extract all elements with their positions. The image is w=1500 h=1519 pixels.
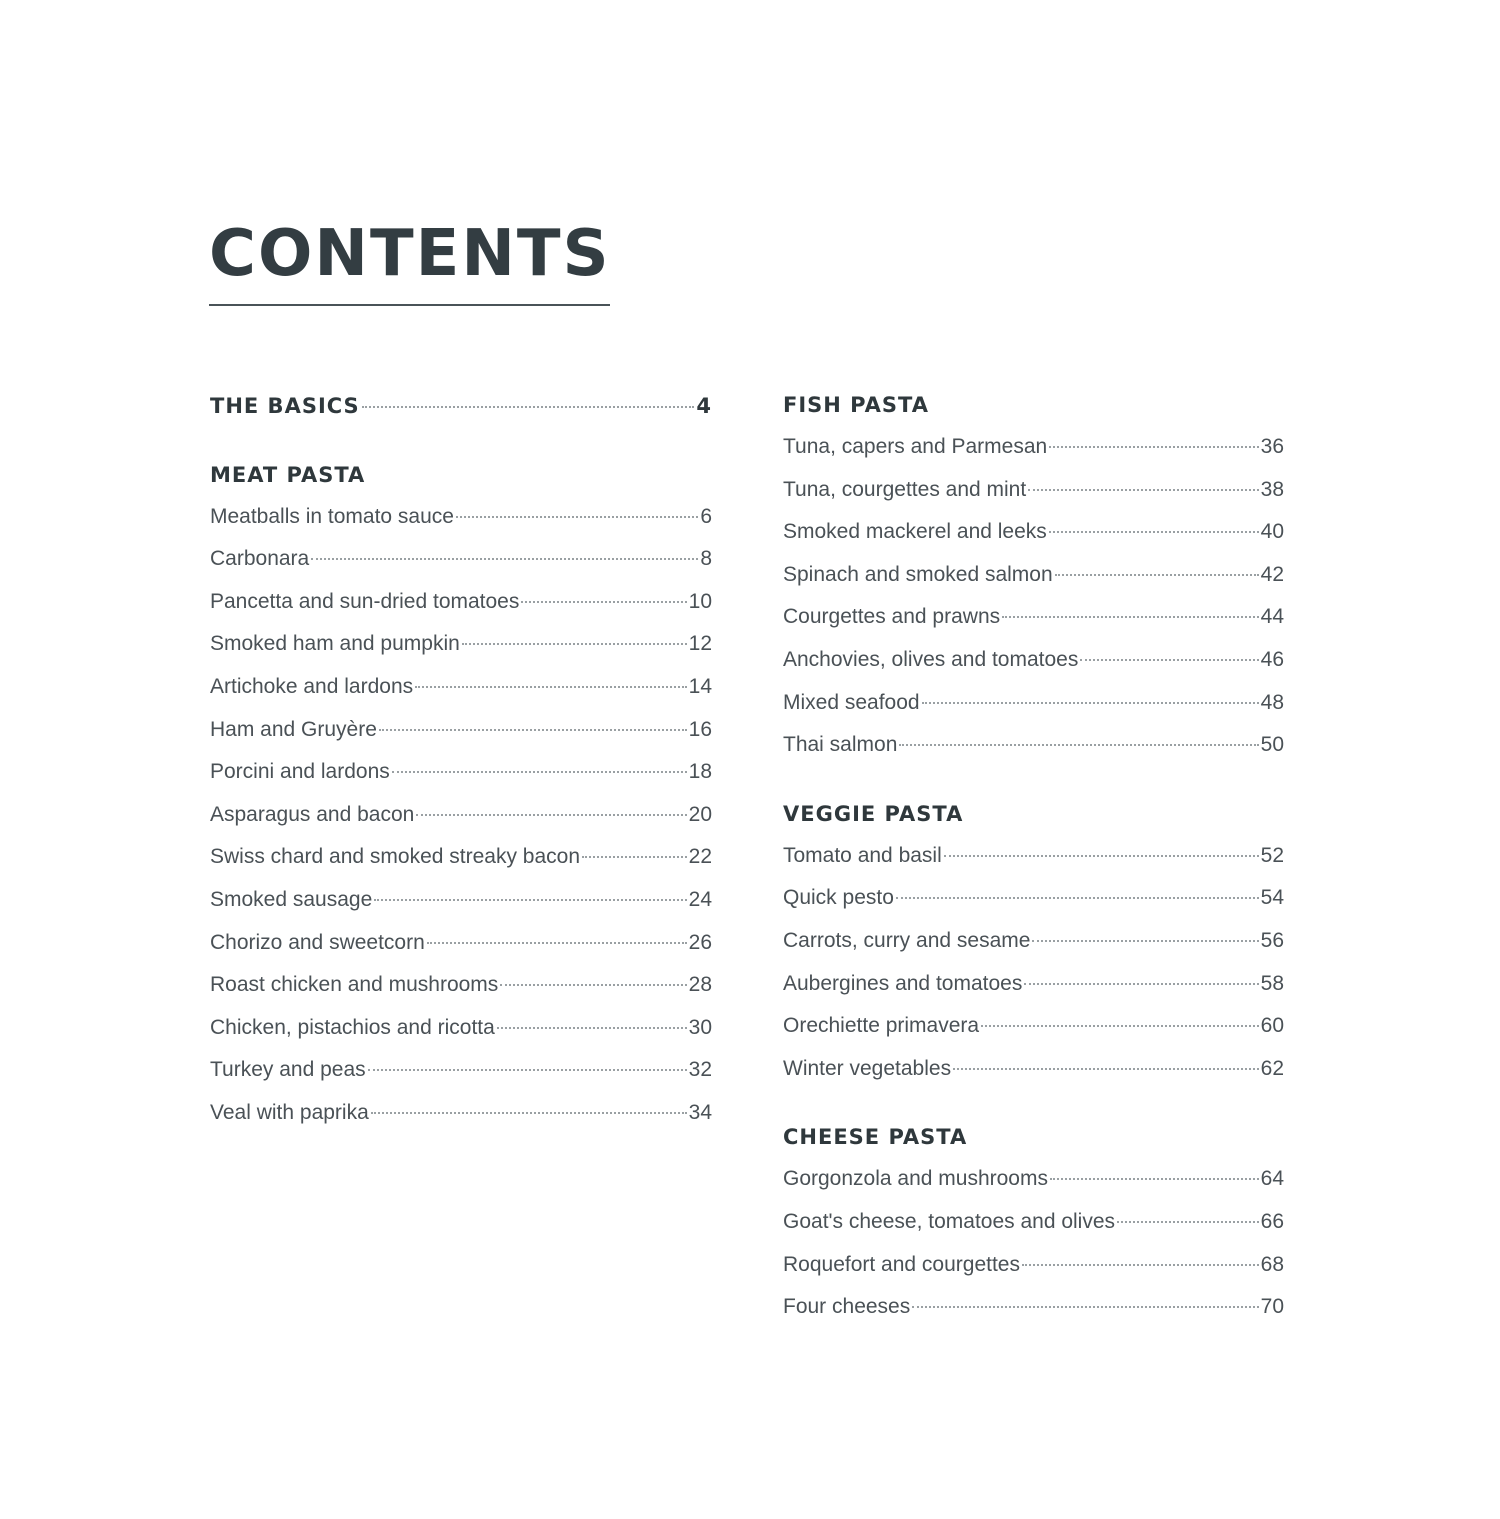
dot-leader [1022,1263,1259,1266]
dot-leader [1050,1177,1259,1180]
dot-leader [427,941,687,944]
toc-entry[interactable] [210,538,712,581]
toc-entry[interactable] [210,879,712,922]
toc-entry-label: Tomato and basil [783,843,942,867]
toc-entry[interactable] [210,709,712,752]
dot-leader [1002,615,1259,618]
toc-entry-label: Carbonara [210,547,310,571]
dot-leader [456,515,698,518]
right-column [783,384,1284,1329]
toc-entry-page: 4 [696,394,712,418]
toc-entry-page: 62 [1260,1056,1284,1080]
toc-entry[interactable] [783,511,1284,554]
toc-entry[interactable] [783,1005,1284,1048]
dot-leader [374,898,686,901]
toc-entry-label: Goat's cheese, tomatoes and olives [783,1209,1116,1233]
toc-entry[interactable] [783,1048,1284,1091]
toc-entry[interactable] [783,1244,1284,1287]
toc-entry-page: 30 [688,1015,712,1039]
toc-entry-page: 64 [1260,1167,1284,1191]
dot-leader [521,600,686,603]
toc-entry[interactable] [210,666,712,709]
toc-entry-label: Tuna, courgettes and mint [783,477,1027,501]
toc-entry[interactable] [210,496,712,539]
toc-entry[interactable] [783,1286,1284,1329]
dot-leader [371,1111,687,1114]
toc-entry-page: 8 [700,547,712,571]
dot-leader [392,770,687,773]
dot-leader [368,1068,687,1071]
toc-entry[interactable] [210,922,712,965]
toc-entry-label: Ham and Gruyère [210,717,377,741]
left-column [210,385,712,1135]
dot-leader [379,728,687,731]
toc-entry-page: 32 [688,1058,712,1082]
toc-entry-label: Veal with paprika [210,1100,369,1124]
toc-entry-page: 50 [1260,733,1284,757]
toc-entry-page: 70 [1260,1295,1284,1319]
toc-entry-label: Smoked mackerel and leeks [783,520,1047,544]
toc-entry-page: 20 [688,802,712,826]
toc-entry[interactable] [210,1049,712,1092]
toc-entry-label: Pancetta and sun-dried tomatoes [210,589,520,613]
section-heading-cheese-pasta: CHEESE PASTA [783,1125,968,1150]
toc-entry-label: Chorizo and sweetcorn [210,930,425,954]
dot-leader [582,855,687,858]
toc-entry-page: 14 [688,674,712,698]
dot-leader [944,854,1259,857]
toc-entry[interactable] [210,964,712,1007]
toc-entry[interactable] [210,751,712,794]
toc-entry-label: Aubergines and tomatoes [783,971,1023,995]
dot-leader [497,1026,687,1029]
page-title: CONTENTS [209,217,611,291]
toc-entry-page: 34 [688,1100,712,1124]
toc-entry[interactable] [783,639,1284,682]
dot-leader [1024,982,1258,985]
toc-entry[interactable] [783,554,1284,597]
toc-entry[interactable] [783,682,1284,725]
toc-entry[interactable] [783,877,1284,920]
dot-leader [415,685,687,688]
toc-entry-page: 24 [688,887,712,911]
toc-entry-page: 52 [1260,843,1284,867]
toc-entry-page: 16 [688,717,712,741]
section-heading-veggie-pasta: VEGGIE PASTA [783,801,964,826]
toc-entry-label: Porcini and lardons [210,760,390,784]
dot-leader [462,642,687,645]
toc-entry-label: Four cheeses [783,1295,911,1319]
toc-entry-page: 18 [688,760,712,784]
toc-entry-label: Carrots, curry and sesame [783,928,1031,952]
dot-leader [416,813,686,816]
dot-leader [912,1305,1258,1308]
toc-entry[interactable] [210,794,712,837]
toc-entry-label: Turkey and peas [210,1058,366,1082]
toc-entry[interactable] [783,1158,1284,1201]
fish-pasta-list [783,426,1284,767]
toc-entry-page: 22 [688,845,712,869]
toc-entry-label: Quick pesto [783,886,894,910]
toc-entry[interactable] [783,835,1284,878]
toc-entry-label: Meatballs in tomato sauce [210,504,454,528]
toc-entry-page: 56 [1260,928,1284,952]
toc-entry-label: Roquefort and courgettes [783,1252,1020,1276]
dot-leader [896,896,1259,899]
toc-entry-page: 60 [1260,1014,1284,1038]
toc-entry[interactable] [783,426,1284,469]
toc-entry[interactable] [783,1201,1284,1244]
title-underline [209,304,610,306]
toc-entry[interactable] [783,724,1284,767]
toc-entry-page: 40 [1260,520,1284,544]
dot-leader [1055,573,1259,576]
toc-entry[interactable] [210,581,712,624]
toc-entry-label: Orechiette primavera [783,1014,980,1038]
toc-entry[interactable] [210,836,712,879]
toc-entry-page: 26 [688,930,712,954]
toc-entry-label: Gorgonzola and mushrooms [783,1167,1048,1191]
toc-entry-page: 48 [1260,690,1284,714]
toc-entry-page: 54 [1260,886,1284,910]
toc-entry-page: 44 [1260,605,1284,629]
dot-leader [981,1024,1259,1027]
cheese-pasta-list [783,1158,1284,1328]
dot-leader [1117,1220,1259,1223]
toc-entry[interactable] [783,920,1284,963]
toc-entry[interactable] [210,1007,712,1050]
toc-entry-page: 10 [688,589,712,613]
toc-entry-label: Winter vegetables [783,1056,952,1080]
toc-entry[interactable] [783,596,1284,639]
toc-entry-label: Smoked ham and pumpkin [210,632,460,656]
toc-entry-page: 6 [700,504,712,528]
section-heading-fish-pasta: FISH PASTA [783,393,929,417]
dot-leader [311,557,698,560]
dot-leader [362,405,695,408]
toc-entry-page: 38 [1260,477,1284,501]
section-heading-meat-pasta: MEAT PASTA [210,462,366,487]
toc-entry-label: Smoked sausage [210,887,373,911]
dot-leader [922,701,1259,704]
toc-entry[interactable] [783,469,1284,512]
toc-entry-the-basics[interactable] [210,385,712,428]
toc-entry-label: THE BASICS [210,394,360,418]
dot-leader [500,983,686,986]
toc-entry-page: 28 [688,973,712,997]
dot-leader [1080,658,1258,661]
toc-entry-label: Tuna, capers and Parmesan [783,435,1048,458]
meat-pasta-list [210,496,712,1135]
dot-leader [899,743,1258,746]
toc-entry-label: Asparagus and bacon [210,802,415,826]
toc-entry-page: 58 [1260,971,1284,995]
toc-entry-label: Swiss chard and smoked streaky bacon [210,845,581,869]
veggie-pasta-list [783,835,1284,1091]
toc-entry-page: 42 [1260,562,1284,586]
toc-entry-page: 68 [1260,1252,1284,1276]
toc-entry[interactable] [783,963,1284,1006]
toc-entry-page: 12 [688,632,712,656]
toc-entry-label: Chicken, pistachios and ricotta [210,1015,495,1039]
toc-entry-label: Anchovies, olives and tomatoes [783,647,1079,671]
toc-entry-label: Spinach and smoked salmon [783,562,1053,586]
toc-entry-label: Mixed seafood [783,690,920,714]
toc-entry[interactable] [210,1092,712,1135]
toc-entry-page: 36 [1260,435,1284,458]
dot-leader [1028,488,1258,491]
toc-entry-label: Roast chicken and mushrooms [210,973,499,997]
toc-entry-page: 66 [1260,1209,1284,1233]
toc-entry-label: Artichoke and lardons [210,674,414,698]
dot-leader [1032,939,1258,942]
toc-entry-label: Thai salmon [783,733,898,757]
dot-leader [1049,530,1259,533]
dot-leader [953,1067,1259,1070]
toc-entry[interactable] [210,623,712,666]
toc-entry-page: 46 [1260,647,1284,671]
toc-entry-label: Courgettes and prawns [783,605,1001,629]
dot-leader [1049,445,1258,448]
